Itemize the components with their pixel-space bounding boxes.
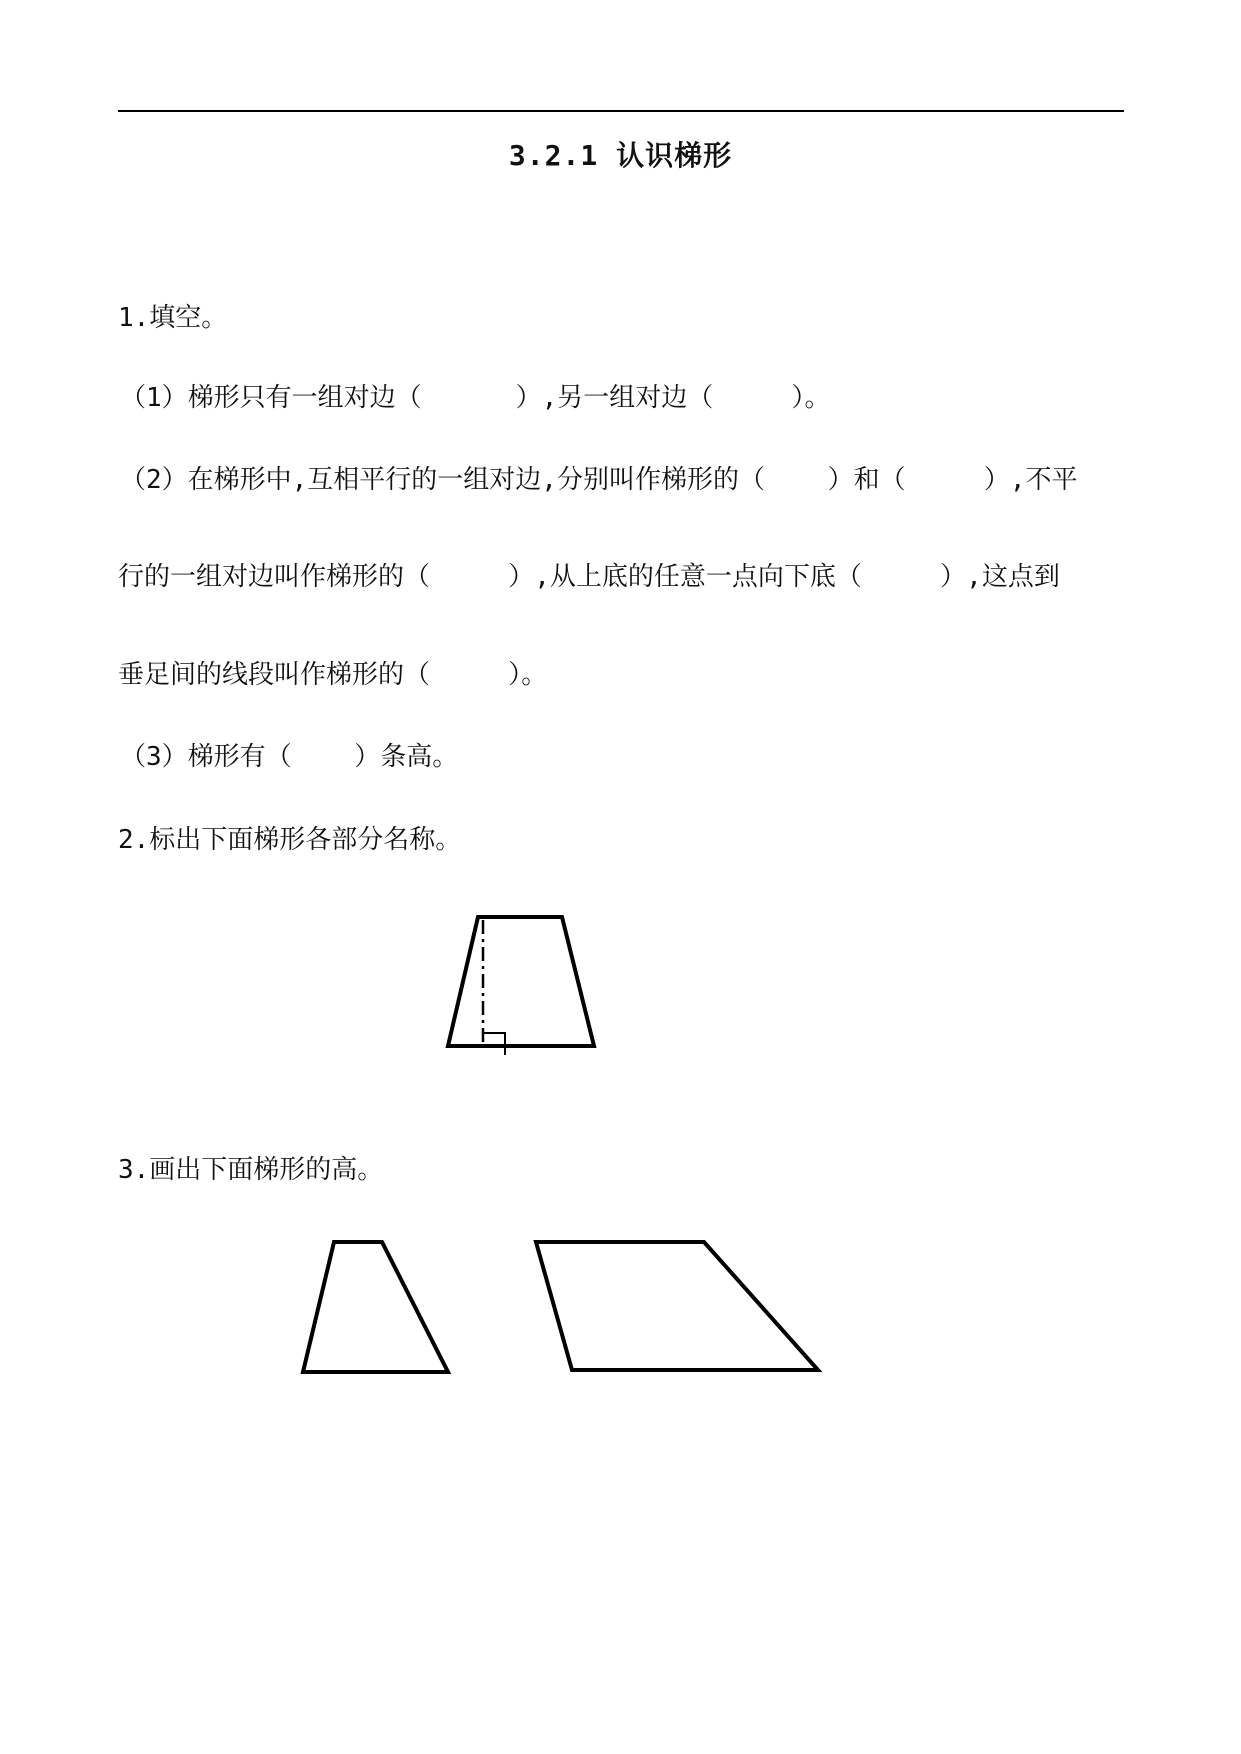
q2-trapezoid-figure bbox=[448, 917, 594, 1055]
q3-trapezoid-left bbox=[303, 1242, 448, 1372]
page-title: 3.2.1 认识梯形 bbox=[508, 139, 733, 172]
q3-trapezoid-right bbox=[536, 1242, 818, 1370]
q1-heading: 1.填空。 bbox=[118, 303, 228, 333]
q1-part2-line1: （2）在梯形中,互相平行的一组对边,分别叫作梯形的（ ）和（ ）,不平 bbox=[120, 465, 1078, 495]
q1-part2-line2: 行的一组对边叫作梯形的（ ）,从上底的任意一点向下底（ ）,这点到 bbox=[118, 562, 1060, 592]
q1-part1: （1）梯形只有一组对边（ ）,另一组对边（ ）。 bbox=[120, 383, 831, 413]
q1-part3: （3）梯形有（ ）条高。 bbox=[120, 742, 459, 772]
q3-heading: 3.画出下面梯形的高。 bbox=[118, 1155, 384, 1185]
q1-part2-line3: 垂足间的线段叫作梯形的（ ）。 bbox=[118, 660, 548, 690]
q2-heading: 2.标出下面梯形各部分名称。 bbox=[118, 825, 462, 855]
